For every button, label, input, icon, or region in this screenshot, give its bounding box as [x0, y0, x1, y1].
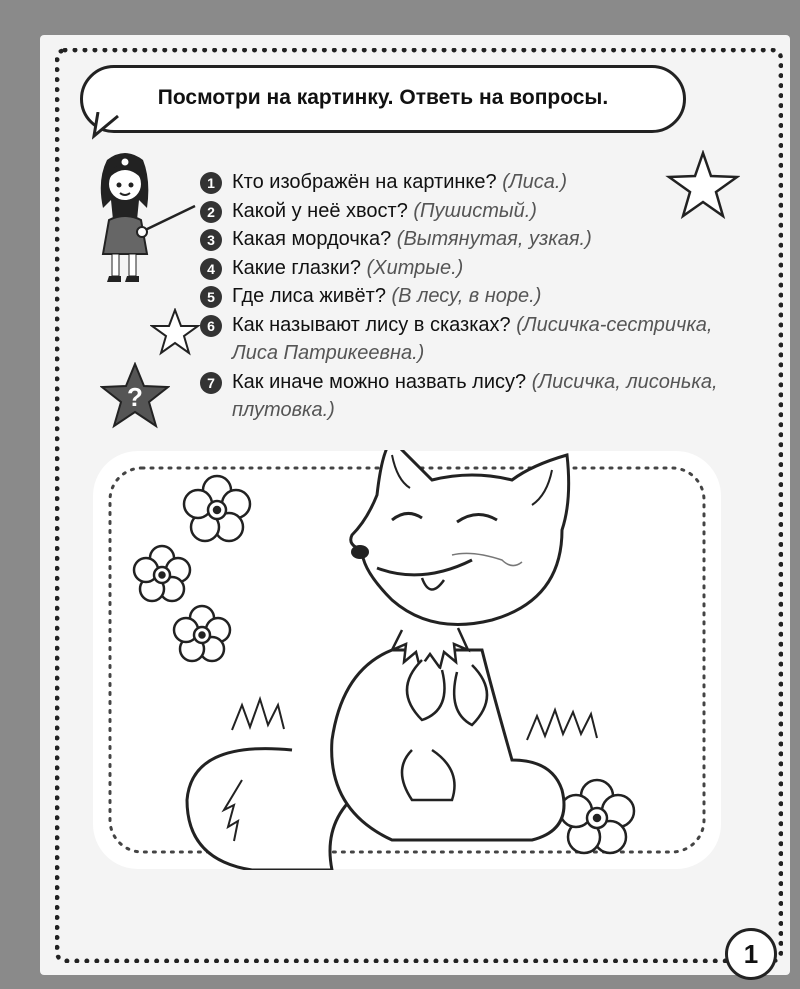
question-text: Какой у неё хвост? — [232, 199, 408, 222]
page-number: 1 — [725, 928, 777, 980]
question-number: 4 — [200, 258, 222, 280]
star-outline-icon — [665, 150, 740, 220]
question-text: Кто изображён на картинке? — [232, 171, 497, 193]
question-answer: (В лесу, в норе.) — [391, 285, 542, 307]
question-item — [200, 368, 740, 425]
question-text: Где лиса живёт? — [232, 285, 386, 307]
star-outline-icon — [150, 308, 200, 356]
question-answer: (Лисичка, лисонька, плутовка.) — [232, 370, 718, 421]
page-title: Посмотри на картинку. Ответь на вопросы. — [157, 86, 609, 109]
question-number: 5 — [200, 286, 222, 308]
question-number: 3 — [200, 229, 222, 251]
question-item — [200, 197, 740, 226]
question-text: Как называют лису в сказках? — [232, 313, 511, 336]
question-star-icon — [100, 362, 170, 430]
question-text: Какие глазки? — [232, 256, 362, 279]
girl-with-pointer-icon — [85, 150, 200, 290]
question-answer: (Вытянутая, узкая.) — [396, 228, 592, 250]
question-answer: (Лисичка-сестричка, Лиса Патрикеевна.) — [232, 313, 713, 364]
bubble-tail — [92, 112, 132, 142]
question-text: Какая мордочка? — [232, 228, 392, 250]
question-text: Как иначе можно назвать лису? — [232, 370, 527, 393]
question-answer: (Хитрые.) — [366, 256, 464, 279]
question-item — [200, 254, 740, 283]
question-number: 6 — [200, 315, 222, 337]
question-mark: ? — [127, 382, 143, 412]
question-number: 7 — [200, 372, 222, 394]
question-item — [200, 225, 740, 254]
fox-illustration-frame — [92, 450, 722, 870]
question-item — [200, 168, 740, 197]
question-number: 1 — [200, 172, 222, 194]
title-bubble — [80, 65, 686, 133]
question-item — [200, 282, 740, 311]
question-item — [200, 311, 740, 368]
question-list — [200, 168, 740, 425]
question-answer: (Пушистый.) — [413, 199, 537, 222]
question-answer: (Лиса.) — [502, 171, 568, 193]
question-number: 2 — [200, 201, 222, 223]
